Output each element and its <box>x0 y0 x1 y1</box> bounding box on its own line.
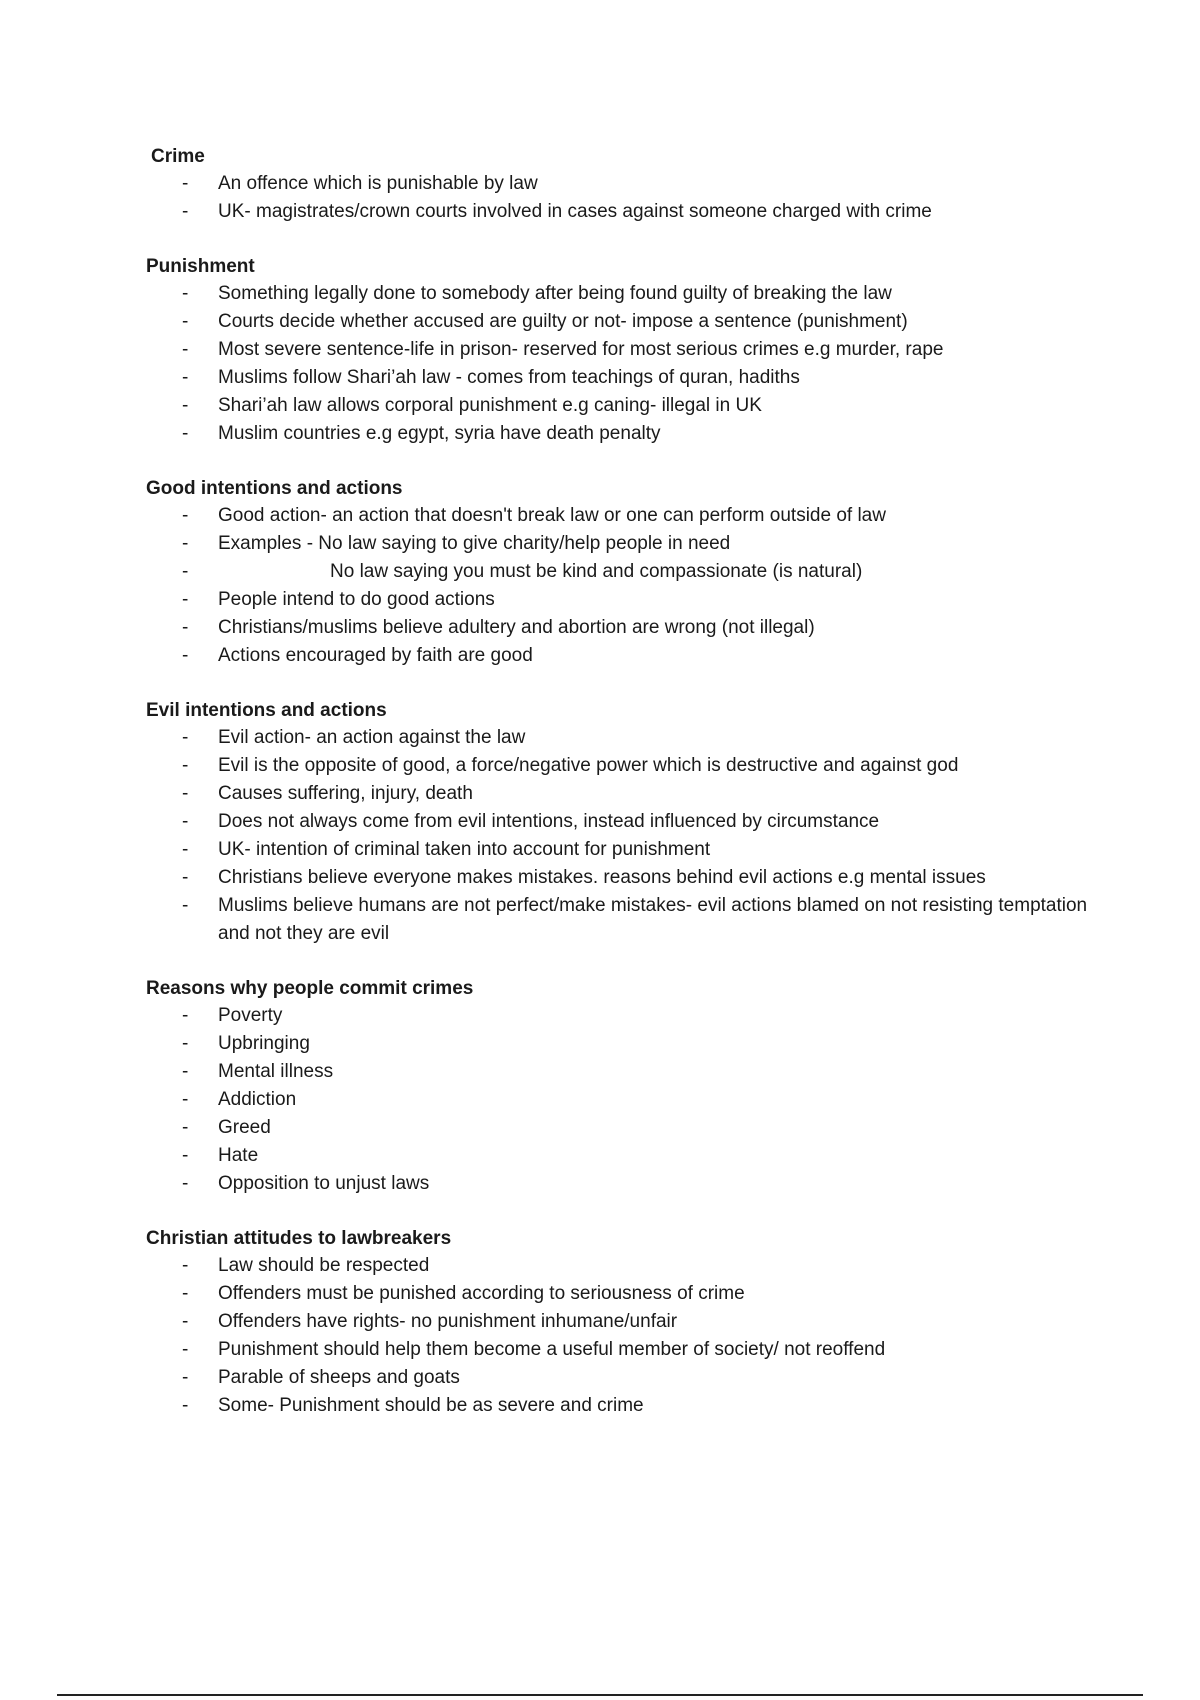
bullet-list <box>146 1252 1106 1420</box>
list-item: - Evil is the opposite of good, a force/negative power which is destructive and against god <box>146 752 1106 780</box>
list-item: - Punishment should help them become a useful member of society/ not reoffend <box>146 1336 1106 1364</box>
footer-divider <box>57 1694 1143 1696</box>
list-item: - Addiction <box>146 1086 1106 1114</box>
list-item: - Something legally done to somebody after being found guilty of breaking the law <box>146 280 1106 308</box>
document-page <box>146 144 1106 1448</box>
section-punishment <box>146 254 1106 448</box>
list-item: - Parable of sheeps and goats <box>146 1364 1106 1392</box>
bullet-list <box>146 724 1106 948</box>
list-item: - Poverty <box>146 1002 1106 1030</box>
list-item: - An offence which is punishable by law <box>146 170 1106 198</box>
section-evil-intentions <box>146 698 1106 948</box>
list-item: - Law should be respected <box>146 1252 1106 1280</box>
bullet-dash: - <box>182 201 189 222</box>
bullet-dash: - <box>182 727 189 748</box>
bullet-dash: - <box>182 1367 189 1388</box>
bullet-dash: - <box>182 367 189 388</box>
list-item: - Muslims follow Shari’ah law - comes from teachings of quran, hadiths <box>146 364 1106 392</box>
list-item: - Most severe sentence-life in prison- reserved for most serious crimes e.g murder, rape <box>146 336 1106 364</box>
list-item: - Muslim countries e.g egypt, syria have death penalty <box>146 420 1106 448</box>
bullet-dash: - <box>182 617 189 638</box>
bullet-dash: - <box>182 505 189 526</box>
list-item: - People intend to do good actions <box>146 586 1106 614</box>
section-title: Good intentions and actions <box>146 478 403 499</box>
bullet-dash: - <box>182 1255 189 1276</box>
bullet-dash: - <box>182 561 189 582</box>
bullet-dash: - <box>182 1173 189 1194</box>
bullet-list <box>146 280 1106 448</box>
bullet-dash: - <box>182 589 189 610</box>
bullet-list <box>146 170 1106 226</box>
bullet-dash: - <box>182 1311 189 1332</box>
section-good-intentions <box>146 476 1106 670</box>
bullet-dash: - <box>182 755 189 776</box>
list-item: - Upbringing <box>146 1030 1106 1058</box>
list-item: - Christians believe everyone makes mistakes. reasons behind evil actions e.g mental issues <box>146 864 1106 892</box>
list-item: - Courts decide whether accused are guilty or not- impose a sentence (punishment) <box>146 308 1106 336</box>
list-item: - Evil action- an action against the law <box>146 724 1106 752</box>
list-item: - Actions encouraged by faith are good <box>146 642 1106 670</box>
bullet-dash: - <box>182 1117 189 1138</box>
bullet-dash: - <box>182 811 189 832</box>
list-item: - Mental illness <box>146 1058 1106 1086</box>
list-item: - Christians/muslims believe adultery and abortion are wrong (not illegal) <box>146 614 1106 642</box>
list-item: - No law saying you must be kind and compassionate (is natural) <box>146 558 1106 586</box>
bullet-dash: - <box>182 395 189 416</box>
bullet-dash: - <box>182 1339 189 1360</box>
list-item: - Does not always come from evil intentions, instead influenced by circumstance <box>146 808 1106 836</box>
section-title: Christian attitudes to lawbreakers <box>146 1228 452 1249</box>
bullet-dash: - <box>182 1033 189 1054</box>
section-title: Reasons why people commit crimes <box>146 978 474 999</box>
list-item: - Shari’ah law allows corporal punishment e.g caning- illegal in UK <box>146 392 1106 420</box>
bullet-dash: - <box>182 1089 189 1110</box>
list-item: - Offenders have rights- no punishment inhumane/unfair <box>146 1308 1106 1336</box>
section-reasons-for-crime <box>146 976 1106 1198</box>
bullet-list <box>146 1002 1106 1198</box>
bullet-dash: - <box>182 1283 189 1304</box>
bullet-dash: - <box>182 173 189 194</box>
bullet-dash: - <box>182 1395 189 1416</box>
bullet-dash: - <box>182 1145 189 1166</box>
list-item: - Good action- an action that doesn't break law or one can perform outside of law <box>146 502 1106 530</box>
bullet-dash: - <box>182 339 189 360</box>
list-item: - Some- Punishment should be as severe and crime <box>146 1392 1106 1420</box>
section-title: Crime <box>151 146 205 167</box>
list-item: - Greed <box>146 1114 1106 1142</box>
list-item: - Hate <box>146 1142 1106 1170</box>
section-title: Punishment <box>146 256 255 277</box>
list-item: - Muslims believe humans are not perfect/make mistakes- evil actions blamed on not resisting temptation and not they are evil <box>146 892 1106 948</box>
bullet-dash: - <box>182 867 189 888</box>
bullet-dash: - <box>182 311 189 332</box>
bullet-dash: - <box>182 423 189 444</box>
bullet-dash: - <box>182 283 189 304</box>
list-item: - Examples - No law saying to give charity/help people in need <box>146 530 1106 558</box>
bullet-dash: - <box>182 1061 189 1082</box>
section-christian-attitudes <box>146 1226 1106 1420</box>
bullet-list <box>146 502 1106 670</box>
section-crime <box>146 144 1106 226</box>
list-item: - Causes suffering, injury, death <box>146 780 1106 808</box>
bullet-dash: - <box>182 1005 189 1026</box>
bullet-dash: - <box>182 783 189 804</box>
bullet-dash: - <box>182 645 189 666</box>
bullet-dash: - <box>182 839 189 860</box>
bullet-dash: - <box>182 895 189 916</box>
list-item: - Opposition to unjust laws <box>146 1170 1106 1198</box>
list-item: - Offenders must be punished according to seriousness of crime <box>146 1280 1106 1308</box>
section-title: Evil intentions and actions <box>146 700 387 721</box>
list-item: - UK- magistrates/crown courts involved in cases against someone charged with crime <box>146 198 1106 226</box>
list-item: - UK- intention of criminal taken into account for punishment <box>146 836 1106 864</box>
bullet-dash: - <box>182 533 189 554</box>
